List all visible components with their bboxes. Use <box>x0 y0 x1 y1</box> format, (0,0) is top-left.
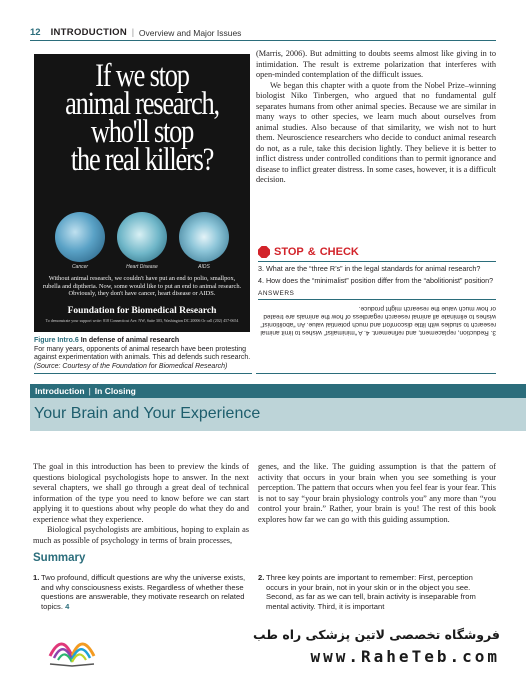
question-3: 3. What are the “three R’s” in the legal standards for animal research? <box>258 264 481 273</box>
aids-virus-image <box>179 212 229 262</box>
poster-address: To demonstrate your support write: 818 Connecticut Ave. NW, Suite 303, Washington DC 20006 Or call (202) 457-0654 <box>45 318 239 323</box>
summary-item-1: 1. Two profound, difficult questions are why the universe exists, and why consciousness exists. Regardless of whether these questions are answerable, they motivate research on related topics. 4 <box>33 573 246 612</box>
header-separator: | <box>132 27 134 38</box>
cancer-cell-image <box>55 212 105 262</box>
answers-rule <box>258 299 496 300</box>
stop-check-rule <box>258 261 496 262</box>
figure-caption <box>34 337 252 371</box>
chapter-title: INTRODUCTION <box>50 27 128 38</box>
header-rule <box>30 40 496 41</box>
figure-source: (Source: Courtesy of the Foundation for Biomedical Research) <box>34 362 228 370</box>
body-left-column <box>33 462 249 546</box>
stop-and-check-box <box>258 246 496 336</box>
footer-banner <box>0 620 526 674</box>
animal-research-poster <box>34 54 250 332</box>
question-4: 4. How does the “minimalist” position differ from the “abolitionist” position? <box>258 275 494 285</box>
caption-aids: AIDS <box>198 264 210 270</box>
figure-rule <box>34 373 252 374</box>
stop-sign-icon <box>258 246 270 258</box>
answers-upside-down: 3. Reduction, replacement, and refinement. 4. A “minimalist” wishes to limit animal research to studies with little discomfort and much potential value. An “abolitionist” wishes to eliminate all animal research regardless of how the animals are treated or how much value the research might produce. <box>260 305 496 337</box>
figure-title: In defense of animal research <box>80 337 180 344</box>
chapter-subtitle: Overview and Major Issues <box>138 27 242 38</box>
section-title: Your Brain and Your Experience <box>30 398 526 431</box>
poster-organization: Foundation for Biomedical Research <box>67 306 217 316</box>
summary-heading: Summary <box>33 552 86 564</box>
figure-label: Figure Intro.6 <box>34 337 79 344</box>
right-column-text <box>256 49 496 186</box>
paragraph: (Marris, 2006). But admitting to doubts seems almost like giving in to intimidation. The result is extreme polarization that interferes with open-minded contemplation of the difficult issues. <box>256 49 496 79</box>
heart-disease-image <box>117 212 167 262</box>
poster-headline: If we stop animal research, who'll stop the real killers? <box>65 58 219 178</box>
footer-persian-text: فروشگاه تخصصی لاتین پزشکی راه طب <box>252 627 500 642</box>
caption-heart-disease: Heart Disease <box>126 264 158 270</box>
poster-body-text: Without animal research, we couldn't have put an end to polio, smallpox, rubella and diptheria. Now, some would like to put an end to animal research. Obviously, they don't have cancer, heart disease or AIDS. <box>42 275 242 298</box>
paragraph: Biological psychologists are ambitious, hoping to explain as much as possible of psychology in terms of brain processes, <box>33 525 249 545</box>
page-number: 12 <box>30 27 41 38</box>
summary-item-2: 2. Three key points are important to remember: First, perception occurs in your brain, not in your skin or in the object you see. Second, as far as we can tell, brain activity is inseparable from mental activity. Third, it is important <box>258 573 476 612</box>
paragraph: We began this chapter with a quote from the Nobel Prize–winning biologist Niko Tinbergen, who argued that no fundamental gulf separates humans from other animal species. Because we are similar in many ways to other species, we learn much about ourselves from animal studies. Also because of that similarity, we wish not to hurt them. Neuroscience researchers who decide to conduct animal research do not, as a rule, take this decision lightly. They believe it is better to inflict distress under controlled conditions than to permit ignorance and disease to inflict greater distress. In some cases, however, it is a difficult decision. <box>256 80 496 184</box>
paragraph: genes, and the like. The guiding assumption is that the pattern of activity that occurs in your brain when you see something is your perception. The pattern that occurs when you feel fear is your fear. This is not to say “your brain physiology controls you” any more than “you control your brain.” Rather, your brain is you! The rest of this book explores how far we can go with this guiding assumption. <box>258 462 496 524</box>
stop-check-title: STOP & CHECK <box>258 246 496 258</box>
body-right-column <box>258 462 496 525</box>
section-kicker-band: Introduction | In Closing <box>30 384 526 398</box>
answers-label: ANSWERS <box>258 290 295 298</box>
figure-text: For many years, opponents of animal research have been protesting against experimentation with animals. This ad defends such research. <box>34 345 251 361</box>
paragraph: The goal in this introduction has been to preview the kinds of questions biological psychologists hope to answer. In the next several chapters, we shall go through a great deal of technical information of the type you need to know before we can start applying it to questions about why people do what they do and experience what they experience. <box>33 462 249 524</box>
caption-cancer: Cancer <box>71 264 89 270</box>
page-ref: 4 <box>65 602 70 612</box>
stop-check-bottom-rule <box>256 373 496 374</box>
running-header <box>30 27 241 38</box>
poster-microscope-images <box>34 212 250 270</box>
footer-url[interactable]: www.RaheTeb.com <box>310 647 500 666</box>
open-book-logo-icon <box>44 626 100 670</box>
